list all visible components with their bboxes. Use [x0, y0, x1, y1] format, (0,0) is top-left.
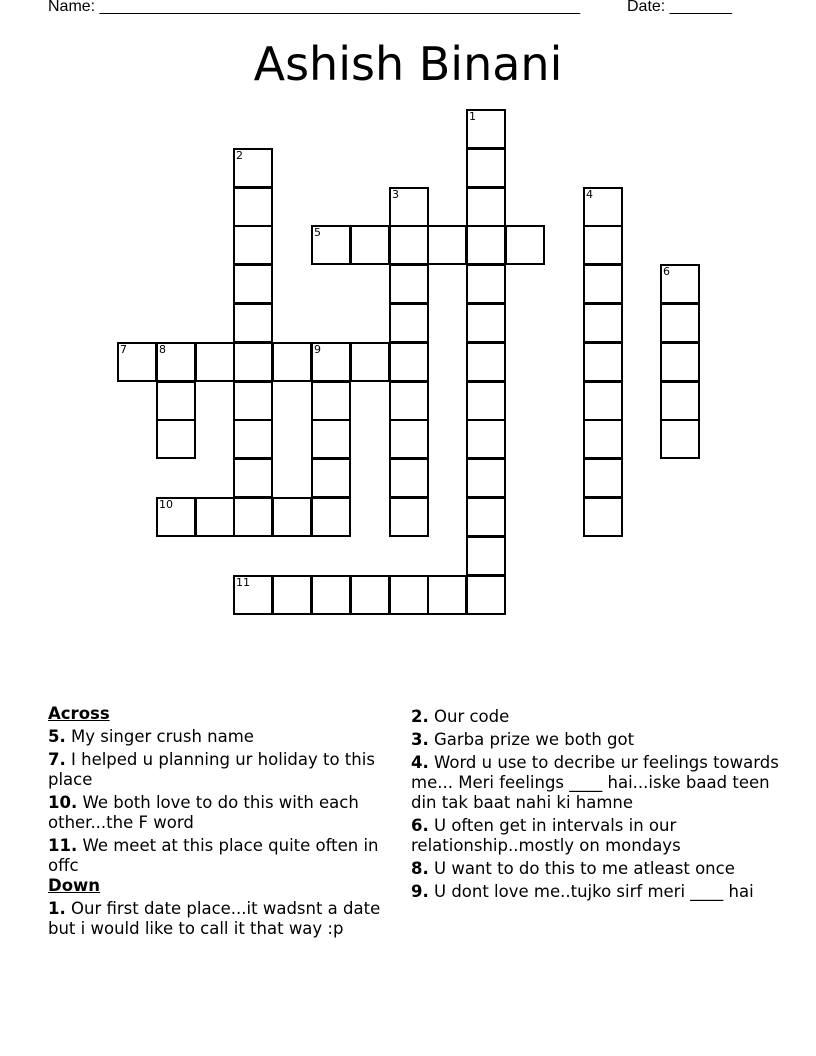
- grid-cell[interactable]: [350, 342, 390, 382]
- grid-cell[interactable]: [583, 458, 623, 498]
- clue-text: My singer crush name: [71, 727, 254, 746]
- clue-text: Our first date place...it wadsnt a date but i would like to call it that way :p: [48, 899, 381, 938]
- clue-text: I helped u planning ur holiday to this place: [48, 750, 375, 789]
- clue: [48, 750, 403, 790]
- grid-cell[interactable]: [156, 381, 196, 421]
- grid-cell[interactable]: [427, 575, 467, 615]
- clue-number: 11.: [48, 836, 78, 855]
- grid-cell[interactable]: [389, 575, 429, 615]
- clue-text: We both love to do this with each other...the F word: [48, 793, 359, 832]
- down-clue-list-right: [411, 707, 781, 902]
- grid-cell[interactable]: [466, 225, 506, 265]
- grid-cell[interactable]: [466, 109, 506, 149]
- clue-text: We meet at this place quite often in offc: [48, 836, 379, 875]
- grid-cell[interactable]: [660, 381, 700, 421]
- grid-cell[interactable]: [272, 575, 312, 615]
- grid-cell[interactable]: [660, 264, 700, 304]
- grid-cell[interactable]: [311, 342, 351, 382]
- grid-cell[interactable]: [233, 264, 273, 304]
- clue-text: Our code: [434, 707, 510, 726]
- clue: [411, 753, 781, 813]
- clue-number: 8.: [411, 859, 429, 878]
- grid-cell[interactable]: [466, 419, 506, 459]
- grid-cell[interactable]: [466, 536, 506, 576]
- clue-number: 4.: [411, 753, 429, 772]
- clue-number: 2.: [411, 707, 429, 726]
- grid-cell[interactable]: [389, 458, 429, 498]
- grid-cell[interactable]: [233, 419, 273, 459]
- grid-cell[interactable]: [233, 342, 273, 382]
- cell-number: 2: [236, 149, 243, 162]
- grid-cell[interactable]: [660, 303, 700, 343]
- grid-cell[interactable]: [583, 303, 623, 343]
- puzzle-title: Ashish Binani: [253, 37, 563, 91]
- grid-cell[interactable]: [156, 497, 196, 537]
- clue: [411, 707, 781, 727]
- clue-text: U want to do this to me atleast once: [434, 859, 735, 878]
- grid-cell[interactable]: [311, 497, 351, 537]
- clue: [48, 793, 403, 833]
- grid-cell[interactable]: [350, 575, 390, 615]
- grid-cell[interactable]: [233, 303, 273, 343]
- clue-number: 10.: [48, 793, 78, 812]
- grid-cell[interactable]: [660, 419, 700, 459]
- grid-cell[interactable]: [583, 225, 623, 265]
- clue-number: 1.: [48, 899, 66, 918]
- grid-cell[interactable]: [466, 148, 506, 188]
- clue: [411, 859, 781, 879]
- grid-cell[interactable]: [466, 187, 506, 227]
- grid-cell[interactable]: [466, 458, 506, 498]
- cell-number: 3: [392, 188, 399, 201]
- clue-text: U often get in intervals in our relationship..mostly on mondays: [411, 816, 681, 855]
- cell-number: 1: [469, 110, 476, 123]
- grid-cell[interactable]: [156, 419, 196, 459]
- grid-cell[interactable]: [389, 342, 429, 382]
- cell-number: 10: [159, 498, 173, 511]
- grid-cell[interactable]: [117, 342, 157, 382]
- across-clue-list: [48, 727, 403, 876]
- grid-cell[interactable]: [583, 419, 623, 459]
- grid-cell[interactable]: [466, 497, 506, 537]
- clue-number: 5.: [48, 727, 66, 746]
- grid-cell[interactable]: [583, 187, 623, 227]
- grid-cell[interactable]: [233, 225, 273, 265]
- grid-cell[interactable]: [583, 497, 623, 537]
- clue-number: 7.: [48, 750, 66, 769]
- grid-cell[interactable]: [583, 264, 623, 304]
- clue-number: 6.: [411, 816, 429, 835]
- cell-number: 4: [586, 188, 593, 201]
- grid-cell[interactable]: [389, 497, 429, 537]
- grid-cell[interactable]: [466, 264, 506, 304]
- grid-cell[interactable]: [272, 342, 312, 382]
- grid-cell[interactable]: [389, 419, 429, 459]
- clue: [48, 727, 403, 747]
- grid-cell[interactable]: [466, 575, 506, 615]
- grid-cell[interactable]: [311, 575, 351, 615]
- grid-cell[interactable]: [195, 497, 235, 537]
- grid-cell[interactable]: [389, 303, 429, 343]
- grid-cell[interactable]: [195, 342, 235, 382]
- grid-cell[interactable]: [505, 225, 545, 265]
- down-clue-list-left: [48, 899, 403, 939]
- cell-number: 5: [314, 226, 321, 239]
- grid-cell[interactable]: [156, 342, 196, 382]
- grid-cell[interactable]: [389, 264, 429, 304]
- clue: [48, 836, 403, 876]
- cell-number: 11: [236, 576, 250, 589]
- clue: [411, 882, 781, 902]
- grid-cell[interactable]: [233, 575, 273, 615]
- clue: [411, 816, 781, 856]
- across-heading: Across: [48, 704, 110, 723]
- clues-right-column: [411, 704, 781, 902]
- grid-cell[interactable]: [311, 419, 351, 459]
- grid-cell[interactable]: [389, 381, 429, 421]
- date-field: Date: _______: [627, 0, 732, 15]
- grid-cell[interactable]: [233, 148, 273, 188]
- grid-cell[interactable]: [466, 342, 506, 382]
- grid-cell[interactable]: [427, 225, 467, 265]
- clue: [48, 899, 403, 939]
- cell-number: 6: [663, 265, 670, 278]
- grid-cell[interactable]: [466, 303, 506, 343]
- grid-cell[interactable]: [311, 225, 351, 265]
- grid-cell[interactable]: [233, 497, 273, 537]
- grid-cell[interactable]: [389, 225, 429, 265]
- grid-cell[interactable]: [583, 381, 623, 421]
- clue-text: Word u use to decribe ur feelings towards me... Meri feelings ____ hai...iske baad teen din tak baat nahi ki hamne: [411, 753, 779, 812]
- clue-text: U dont love me..tujko sirf meri ____ hai: [434, 882, 754, 901]
- down-heading: Down: [48, 876, 101, 895]
- grid-cell[interactable]: [466, 381, 506, 421]
- cell-number: 8: [159, 343, 166, 356]
- cell-number: 9: [314, 343, 321, 356]
- name-field: Name: ______________________________________________________: [48, 0, 581, 15]
- clue: [411, 730, 781, 750]
- cell-number: 7: [120, 343, 127, 356]
- grid-cell[interactable]: [233, 458, 273, 498]
- clue-text: Garba prize we both got: [434, 730, 635, 749]
- grid-cell[interactable]: [583, 342, 623, 382]
- clues-left-column: [48, 704, 403, 939]
- grid-cell[interactable]: [311, 381, 351, 421]
- grid-cell[interactable]: [311, 458, 351, 498]
- grid-cell[interactable]: [233, 187, 273, 227]
- grid-cell[interactable]: [350, 225, 390, 265]
- grid-cell[interactable]: [389, 187, 429, 227]
- grid-cell[interactable]: [233, 381, 273, 421]
- grid-cell[interactable]: [272, 497, 312, 537]
- clue-number: 3.: [411, 730, 429, 749]
- clue-number: 9.: [411, 882, 429, 901]
- grid-cell[interactable]: [660, 342, 700, 382]
